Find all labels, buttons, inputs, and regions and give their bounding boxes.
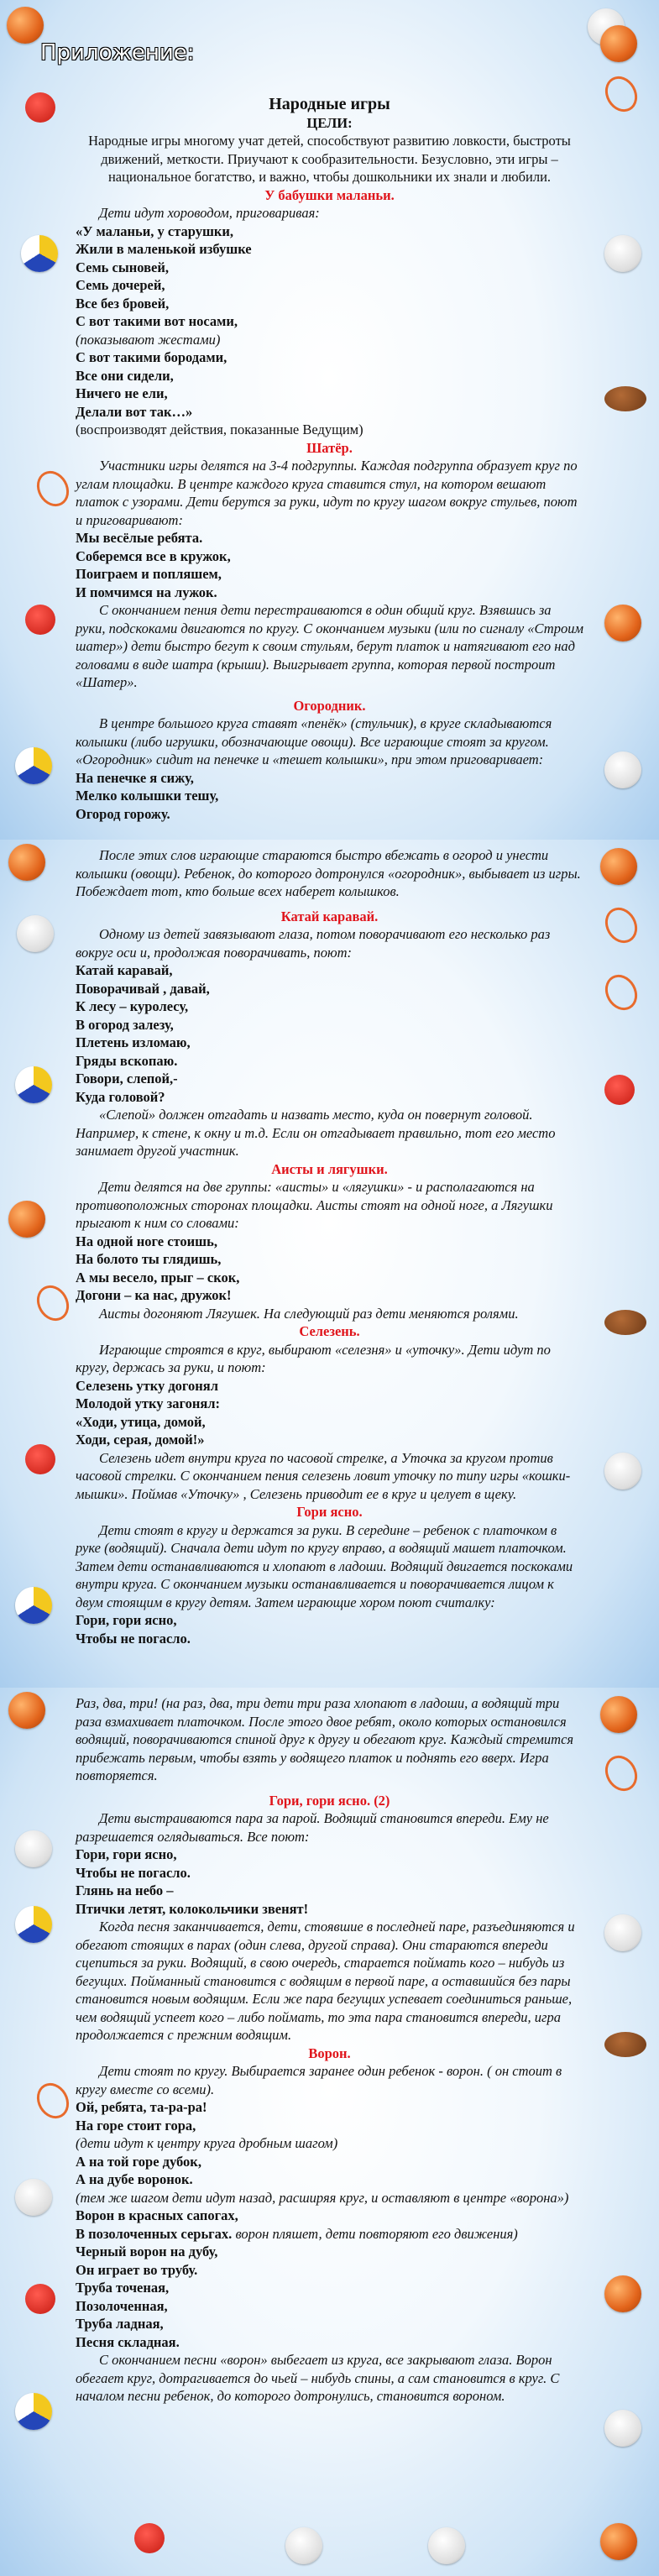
verse-line: Черный ворон на дубу, [76,2244,218,2259]
soccer-ball-icon [604,751,641,788]
game-text: «Слепой» должен отгадать и назвать место, куда он повернут головой. Например, к стене, к окну и т.д. Если он отгадывает правильно, тот его место занимает другой участник. [76,1107,556,1159]
game-title: Ворон. [308,2045,351,2061]
game-text: Дети стоят в кругу и держатся за руки. В середине – ребенок с платочком в руке (водящий). Сначала дети идут по кругу вправо, а водящий машет платочком. Затем дети останавливаются и хлопают в ладоши. Водящий двигается поскоками внутри круга. С окончанием музыки останавливается и поворачивается лицом к двум стоящим в кругу детям. Затем играющие хором поют считалку: [76,1521,573,1610]
game-note: ворон пляшет, дети повторяют его движения) [235,2225,518,2242]
game-text: С окончанием песни «ворон» выбегает из круга, все закрывают глаза. Ворон обегает круг, дотрагивается до чьей – нибудь спины, а сам становится в круг. С началом песни ребенок, до которого дотронулись, становится вороном. [76,2352,560,2404]
game-verse [76,1611,583,1647]
basketball-icon [604,605,641,641]
game-verse [76,961,583,1106]
verse-line: Он играет во трубу. [76,2261,198,2278]
basketball-icon [600,25,637,62]
game-title: Огородник. [293,697,366,714]
verse-line: «У маланьи, у старушки, [76,223,234,239]
pingpong-paddle-icon [25,605,55,635]
racket-icon [30,2077,75,2124]
game-text: Селезень идет внутри круга по часовой стрелке, а Уточка за кругом против часовой стрелки. С окончанием пения селезень ловит уточку по типу игры «кошки- мышки». Поймав «Уточку» , Селезень приводит ее в круг и целует в щеку. [76,1449,571,1502]
game-verse [76,223,583,331]
verse-line: Ой, ребята, та-ра-ра! [76,2099,207,2115]
page-3 [0,1688,659,2576]
pingpong-paddle-icon [25,1444,55,1474]
verse-line: Труба ладная, [76,2316,164,2332]
basketball-icon [8,844,45,881]
game-verse [76,769,583,824]
verse-line: Соберемся все в кружок, [76,547,231,564]
volleyball-icon [15,1906,52,1943]
verse-line: С вот такими бородами, [76,349,228,365]
basketball-icon [600,1696,637,1733]
racket-icon [30,465,75,512]
verse-line: Ворон в красных сапогах, [76,2207,238,2223]
verse-line: А на той горе дубок, [76,2153,201,2170]
basketball-icon [7,7,44,44]
game-text: В центре большого круга ставят «пенёк» (стульчик), в круге складываются колышки (либо игрушки, обозначающие овощи). Все играющие стоят за кругом. «Огородник» сидит на пенечке и «тешет колышки», при этом приговаривает: [76,715,552,767]
page-3-content [76,1694,583,2406]
verse-line: Песня складная. [76,2333,180,2350]
volleyball-icon [15,1066,52,1103]
basketball-icon [600,848,637,885]
verse-line: Птички летят, колокольчики звенят! [76,1900,309,1917]
verse-line: Куда головой? [76,1088,165,1105]
volleyball-icon [15,1587,52,1624]
soccer-ball-icon [604,235,641,272]
pingpong-paddle-icon [25,92,55,123]
game-verse [76,1233,583,1305]
game-note: (воспроизводят действия, показанные Ведущим) [76,421,363,437]
verse-line: Позолоченная, [76,2297,168,2314]
game-title: Аисты и лягушки. [271,1160,388,1177]
verse-line: Гори, гори ясно, [76,1846,177,1862]
soccer-ball-icon [428,2527,465,2564]
racket-icon [599,71,643,118]
racket-icon [599,902,643,949]
game-title: Гори, гори ясно. (2) [269,1792,390,1809]
basketball-icon [600,2523,637,2560]
game-text: Когда песня заканчивается, дети, стоявшие в последней паре, разъединяются и обегают стоящих в парах (один слева, другой справа). Они стараются впереди сцепиться за руки. Водящий, в свою очередь, старается поймать кого – нибудь из бегущих. Пойманный становится с водящим в первой паре, а оставшийся без пары становится новым водящим. Если же пара бегущих успевает соединиться раньше, чем водящий успеет кого – либо поймать, то эта пара становится впереди, игра продолжается с прежним водящим. [76,1919,575,2043]
verse-line: Гори, гори ясно, [76,1612,177,1628]
verse-line: В огород залезу, [76,1016,174,1033]
pingpong-paddle-icon [134,2523,165,2553]
soccer-ball-icon [15,2179,52,2216]
volleyball-icon [15,2393,52,2430]
verse-line: Мелко колышки тешу, [76,788,219,804]
verse-line: На болото ты глядишь, [76,1251,222,1267]
game-note: (показывают жестами) [76,331,221,348]
game-title: Гори ясно. [296,1504,363,1520]
verse-line: Семь дочерей, [76,277,165,293]
rugby-ball-icon [604,386,646,411]
verse-line: Делали вот так…» [76,403,193,420]
basketball-icon [8,1692,45,1729]
game-text: Дети стоят по кругу. Выбирается заранее один ребенок - ворон. ( он стоит в кругу вместе со всеми). [76,2063,562,2097]
game-text: Играющие строятся в круг, выбирают «селезня» и «уточку». Дети идут по кругу, держась за руки, и поют: [76,1341,551,1375]
verse-line: К лесу – куролесу, [76,998,189,1014]
verse-line: А мы весело, прыг – скок, [76,1269,240,1285]
verse-line: Поиграем и попляшем, [76,566,222,582]
verse-line: Труба точеная, [76,2280,170,2296]
rugby-ball-icon [604,1310,646,1335]
verse-line: А на дубе воронок. [76,2171,193,2187]
soccer-ball-icon [604,2410,641,2447]
verse-line: Чтобы не погасло. [76,1864,191,1881]
game-verse [76,1377,583,1449]
page-2-content [76,846,583,1647]
basketball-icon [604,2275,641,2312]
verse-line: Селезень утку догонял [76,1377,218,1394]
game-text: С окончанием пения дети перестраиваются в один общий круг. Взявшись за руки, подскоками двигаются по кругу. С окончанием музыки (или по сигналу «Строим шатер») дети быстро бегут к своим стульям, берут платок и натягивают его над головами в виде шатра (крыши). Выигрывает группа, которая первой построит «Шатер». [76,602,583,690]
verse-line: На горе стоит гора, [76,2117,196,2134]
verse-line: «Ходи, утица, домой, [76,1413,206,1430]
verse-line: На пенечке я сижу, [76,769,194,786]
verse-text: В позолоченных серьгах. [76,2225,233,2242]
racket-icon [30,1280,75,1327]
game-title: Шатёр. [306,439,353,456]
verse-line: Ничего не ели, [76,385,168,401]
verse-line: Все они сидели, [76,367,174,384]
verse-line: С вот такими вот носами, [76,313,238,329]
game-verse [76,1846,583,1918]
verse-line: Молодой утку загонял: [76,1395,221,1411]
verse-line: Поворачивай , давай, [76,980,210,997]
verse-line: И помчимся на лужок. [76,584,217,600]
verse-line: Плетень изломаю, [76,1034,191,1050]
game-note: (тем же шагом дети идут назад, расширяя круг, и оставляют в центре «ворона») [76,2189,569,2206]
page-2 [0,840,659,1688]
verse-line: Огород горожу. [76,805,170,822]
racket-icon [599,969,643,1016]
verse-line: Мы весёлые ребята. [76,530,203,546]
verse-line: Семь сыновей, [76,259,169,275]
game-title: Катай каравай. [280,908,379,924]
game-title: Селезень. [299,1323,360,1339]
soccer-ball-icon [15,1830,52,1867]
page-1-content [76,92,583,823]
verse-line-with-note [76,2225,583,2244]
rugby-ball-icon [604,2032,646,2057]
game-verse [76,2243,583,2351]
intro-text: Народные игры многому учат детей, способствуют развитию ловкости, быстроты движений, меткости. Приучают к сообразительности. Безусловно, эти игры – национальное богатство, и важно, чтобы дошкольники их знали и любили. [88,133,571,185]
game-text: Участники игры делятся на 3-4 подгруппы. Каждая подгруппа образует круг по углам площадки. В центре каждого круга ставится стул, на котором вешают платок с узорами. Дети берутся за руки, идут по кругу шагом вокруг стульев, поют и приговаривают: [76,458,578,528]
game-text: Дети идут хороводом, приговаривая: [99,205,320,221]
pingpong-paddle-icon [604,1075,635,1105]
page-1 [0,0,659,840]
verse-line: Гряды вскопаю. [76,1052,178,1069]
verse-line: Все без бровей, [76,295,170,312]
verse-line: Катай каравай, [76,962,173,978]
game-text: Одному из детей завязывают глаза, потом поворачивают его несколько раз вокруг оси и, продолжая поворачивать, поют: [76,926,551,961]
volleyball-icon [15,747,52,784]
racket-icon [599,1750,643,1797]
game-note: (дети идут к центру круга дробным шагом) [76,2135,338,2151]
verse-line: Говори, слепой,- [76,1071,178,1086]
verse-line: Ходи, серая, домой!» [76,1432,205,1448]
game-text: Раз, два, три! (на раз, два, три дети три раза хлопают в ладоши, а водящий три раза взмахивает платочком. После этого двое ребят, около которых остановился водящий, поворачиваются спиной друг к другу и обегают круг. Каждый стремится прибежать первым, чтобы взять у водящего платок и поднять его вверх. Игра повторяется. [76,1695,574,1783]
game-verse [76,348,583,421]
game-text: Дети делятся на две группы: «аисты» и «лягушки» - и располагаются на противоположных сторонах площадки. Аисты стоят на одной ноге, а Лягушки прыгают к ним со словами: [76,1179,553,1231]
document-title: Народные игры [269,95,390,113]
goals-label: ЦЕЛИ: [306,114,353,131]
soccer-ball-icon [17,915,54,952]
game-verse [76,529,583,601]
soccer-ball-icon [285,2527,322,2564]
verse-line: На одной ноге стоишь, [76,1233,217,1249]
verse-line: Жили в маленькой избушке [76,241,252,257]
verse-line: Чтобы не погасло. [76,1630,191,1647]
basketball-icon [8,1201,45,1238]
soccer-ball-icon [604,1453,641,1490]
game-text: Аисты догоняют Лягушек. На следующий раз дети меняются ролями. [99,1305,519,1322]
verse-line: Глянь на небо – [76,1882,174,1898]
verse-line: Догони – ка нас, дружок! [76,1287,232,1303]
game-text: После этих слов играющие стараются быстро вбежать в огород и унести колышки (овощи). Ребенок, до которого дотронулся «огородник», выбывает из игры. Побеждает тот, кто больше всех наберет колышков. [76,847,581,899]
pingpong-paddle-icon [25,2284,55,2314]
game-text: Дети выстраиваются пара за парой. Водящий становится впереди. Ему не разрешается оглядываться. Все поют: [76,1810,549,1845]
soccer-ball-icon [604,1914,641,1951]
game-title: У бабушки маланьи. [264,186,395,203]
volleyball-icon [21,235,58,272]
appendix-heading: Приложение: [40,40,195,65]
